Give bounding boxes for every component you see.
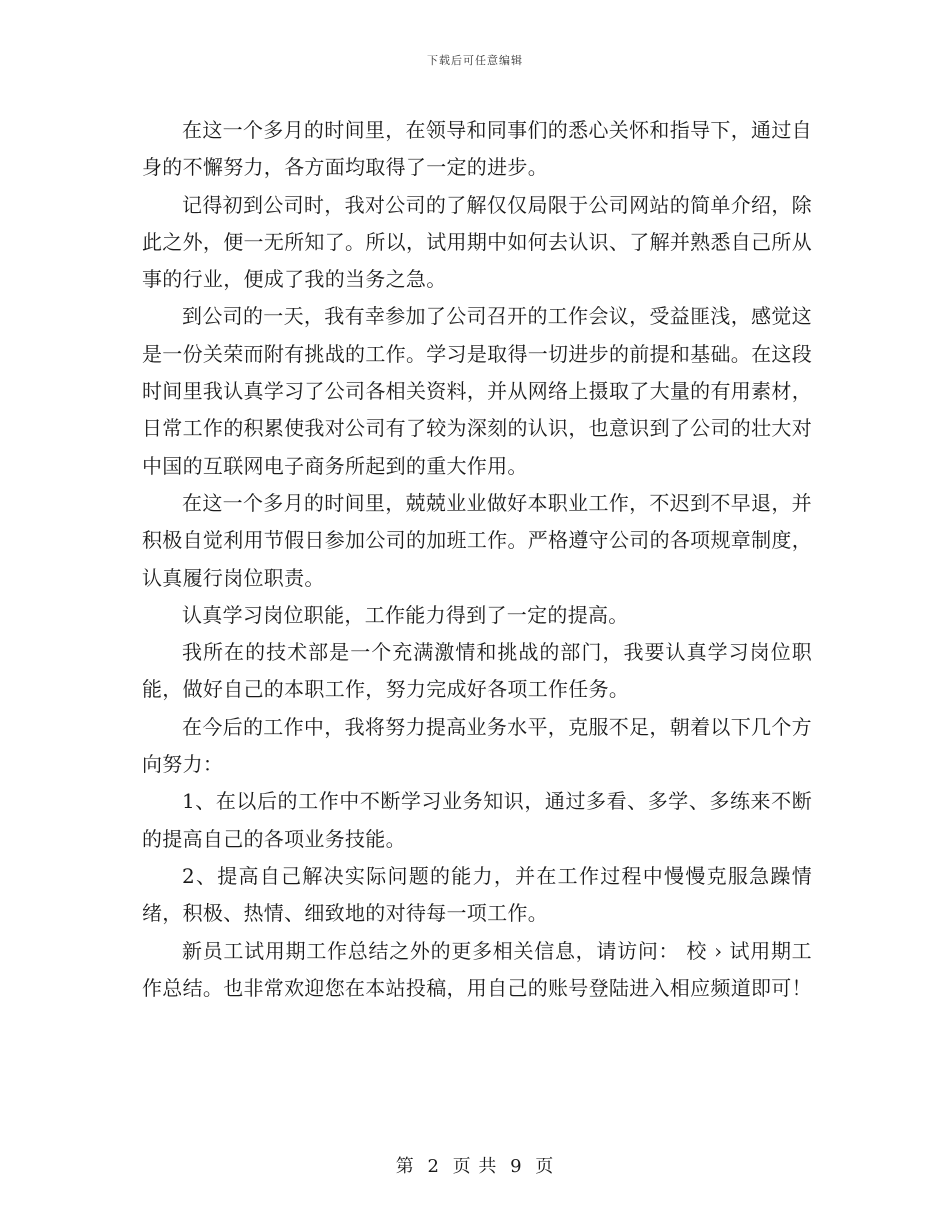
paragraph: 在今后的工作中，我将努力提高业务水平，克服不足，朝着以下几个方向努力：: [142, 714, 812, 777]
footer-middle: 页 共: [452, 1156, 498, 1177]
page-number-footer: [0, 1152, 950, 1178]
closing-paragraph: 新员工试用期工作总结之外的更多相关信息，请访问： 校 › 试用期工作总结。也非常欢迎您在本站投稿，用自己的账号登陆进入相应频道即可！: [142, 938, 812, 1000]
paragraph: 到公司的一天，我有幸参加了公司召开的工作会议，受益匪浅，感觉这是一份关荣而附有挑战的工作。学习是取得一切进步的前提和基础。在这段时间里我认真学习了公司各相关资料，并从网络上摄取了大量的有用素材，日常工作的积累使我对公司有了较为深刻的认识，也意识到了公司的壮大对中国的互联网电子商务所起到的重大作用。: [142, 304, 812, 478]
total-pages-number: 9: [510, 1156, 523, 1177]
paragraph: 记得初到公司时，我对公司的了解仅仅局限于公司网站的简单介绍，除此之外，便一无所知了。所以，试用期中如何去认识、了解并熟悉自己所从事的行业，便成了我的当务之急。: [142, 192, 812, 292]
paragraph: 认真学习岗位职能，工作能力得到了一定的提高。: [182, 602, 629, 627]
list-item: 1、在以后的工作中不断学习业务知识，通过多看、多学、多练来不断的提高自己的各项业务技能。: [142, 789, 812, 851]
paragraph: 我所在的技术部是一个充满激情和挑战的部门，我要认真学习岗位职能，做好自己的本职工作，努力完成好各项工作任务。: [142, 640, 812, 702]
paragraph: 在这一个多月的时间里，兢兢业业做好本职业工作，不迟到不早退，并积极自觉利用节假日参加公司的加班工作。严格遵守公司的各项规章制度，认真履行岗位职责。: [142, 490, 812, 590]
footer-prefix: 第: [395, 1156, 415, 1177]
footer-suffix: 页: [535, 1156, 555, 1177]
document-body: [142, 112, 812, 1007]
page-header: 下载后可任意编辑: [427, 54, 523, 67]
paragraph: 在这一个多月的时间里，在领导和同事们的悉心关怀和指导下，通过自身的不懈努力，各方面均取得了一定的进步。: [142, 118, 812, 180]
current-page-number: 2: [427, 1156, 440, 1177]
list-item: 2、提高自己解决实际问题的能力，并在工作过程中慢慢克服急躁情绪，积极、热情、细致地的对待每一项工作。: [142, 863, 812, 926]
